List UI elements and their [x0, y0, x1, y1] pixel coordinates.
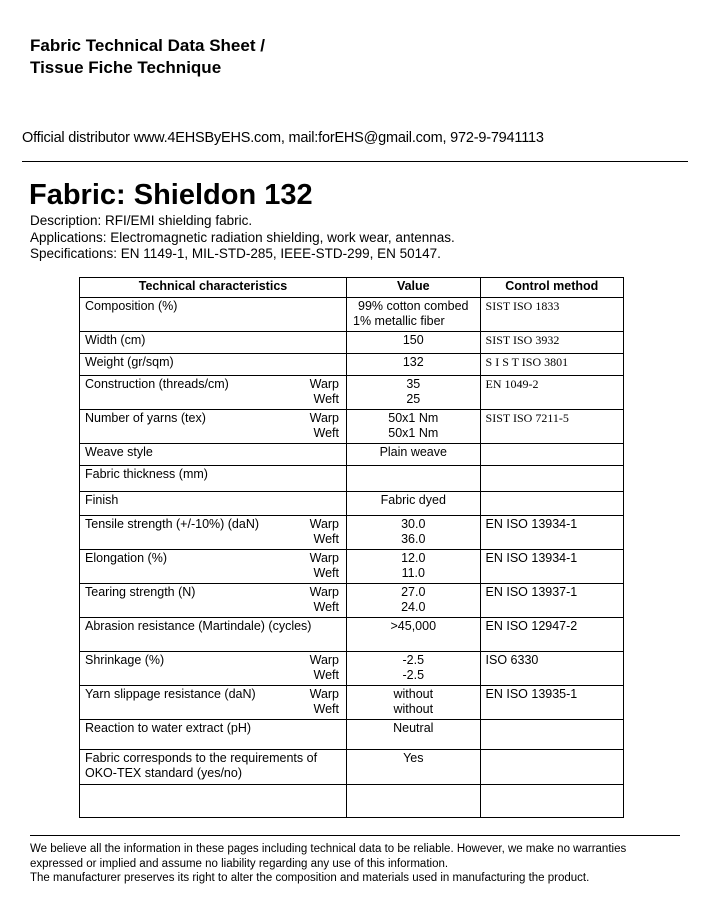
header-title-line2: Tissue Fiche Technique — [30, 58, 222, 77]
row-label: Finish — [80, 492, 347, 516]
row-value: >45,000 — [347, 618, 481, 652]
row-label: Number of yarns (tex) — [85, 411, 206, 425]
weft-value: 25 — [406, 392, 421, 406]
document-header — [30, 35, 265, 79]
row-label: Tearing strength (N) — [85, 585, 196, 599]
weft-label: Weft — [313, 426, 340, 440]
table-row — [80, 492, 624, 516]
empty-cell — [80, 785, 347, 818]
top-divider — [22, 161, 688, 162]
row-label-cell — [80, 584, 347, 618]
header-title-line1: Fabric Technical Data Sheet / — [30, 36, 265, 55]
row-label: Composition (%) — [80, 298, 347, 332]
row-value — [347, 410, 481, 444]
row-label-cell — [80, 550, 347, 584]
empty-cell — [347, 785, 481, 818]
weft-value: 50x1 Nm — [388, 426, 439, 440]
row-label-line1: Fabric corresponds to the requirements of — [85, 751, 318, 765]
weft-label: Weft — [313, 532, 340, 546]
row-value — [347, 686, 481, 720]
row-label-cell — [80, 652, 347, 686]
warp-value: 12.0 — [401, 551, 426, 565]
row-value: Neutral — [347, 720, 481, 750]
row-value — [347, 298, 481, 332]
warp-value: -2.5 — [402, 653, 425, 667]
row-value — [347, 466, 481, 492]
row-value — [347, 550, 481, 584]
row-label: Reaction to water extract (pH) — [80, 720, 347, 750]
disclaimer — [30, 842, 626, 886]
value-line: 1% metallic fiber — [353, 314, 445, 328]
warp-label: Warp — [309, 551, 340, 565]
warp-label: Warp — [309, 585, 340, 599]
value-line: 99% cotton combed — [358, 299, 469, 313]
table-row — [80, 720, 624, 750]
row-method — [480, 466, 623, 492]
row-value: 150 — [347, 332, 481, 354]
table-row — [80, 466, 624, 492]
row-value: 132 — [347, 354, 481, 376]
row-label-cell — [80, 376, 347, 410]
table-row — [80, 584, 624, 618]
fabric-description: Description: RFI/EMI shielding fabric. — [30, 213, 253, 228]
row-value — [347, 376, 481, 410]
table-row — [80, 444, 624, 466]
row-method: EN ISO 13934-1 — [480, 550, 623, 584]
weft-value: 11.0 — [401, 566, 425, 580]
table-row — [80, 332, 624, 354]
row-method: SIST ISO 7211-5 — [480, 410, 623, 444]
distributor-line: Official distributor www.4EHSByEHS.com, mail:forEHS@gmail.com, 972-9-7941113 — [22, 130, 544, 146]
row-value: Fabric dyed — [347, 492, 481, 516]
row-value — [347, 584, 481, 618]
table-row — [80, 618, 624, 652]
row-method — [480, 444, 623, 466]
weft-value: 24.0 — [401, 600, 426, 614]
technical-table — [79, 277, 624, 818]
weft-value: 36.0 — [401, 532, 426, 546]
table-row — [80, 550, 624, 584]
header-control-method: Control method — [480, 278, 623, 298]
table-row — [80, 652, 624, 686]
row-label: Weight (gr/sqm) — [80, 354, 347, 376]
row-label: Shrinkage (%) — [85, 653, 165, 667]
disclaimer-line3: The manufacturer preserves its right to alter the composition and materials used in manufacturing the product. — [30, 872, 590, 884]
table-row — [80, 686, 624, 720]
row-value — [347, 516, 481, 550]
fabric-title: Fabric: Shieldon 132 — [29, 179, 313, 211]
weft-label: Weft — [313, 600, 340, 614]
bottom-divider — [30, 835, 680, 836]
row-method: SIST ISO 1833 — [480, 298, 623, 332]
warp-value: 27.0 — [401, 585, 426, 599]
table-row — [80, 750, 624, 785]
warp-label: Warp — [309, 653, 340, 667]
row-method: EN ISO 12947-2 — [480, 618, 623, 652]
fabric-specifications: Specifications: EN 1149-1, MIL-STD-285, IEEE-STD-299, EN 50147. — [30, 246, 441, 261]
row-label: Width (cm) — [80, 332, 347, 354]
table-row — [80, 410, 624, 444]
fabric-summary — [30, 213, 455, 263]
row-method: EN ISO 13935-1 — [480, 686, 623, 720]
weft-label: Weft — [313, 566, 340, 580]
header-value: Value — [347, 278, 481, 298]
row-method: ISO 6330 — [480, 652, 623, 686]
row-method: EN 1049-2 — [480, 376, 623, 410]
row-method: EN ISO 13934-1 — [480, 516, 623, 550]
weft-label: Weft — [313, 668, 340, 682]
warp-value: 35 — [406, 377, 421, 391]
table-header-row — [80, 278, 624, 298]
table-row — [80, 516, 624, 550]
row-label: Abrasion resistance (Martindale) (cycles) — [80, 618, 347, 652]
warp-label: Warp — [309, 517, 340, 531]
row-label-cell — [80, 516, 347, 550]
weft-value: -2.5 — [402, 668, 425, 682]
row-label: Elongation (%) — [85, 551, 167, 565]
warp-value: 30.0 — [401, 517, 426, 531]
row-value — [347, 652, 481, 686]
warp-label: Warp — [309, 377, 340, 391]
weft-value: without — [393, 702, 434, 716]
row-method — [480, 720, 623, 750]
row-method: S I S T ISO 3801 — [480, 354, 623, 376]
row-label: Construction (threads/cm) — [85, 377, 229, 391]
warp-label: Warp — [309, 687, 340, 701]
warp-value: 50x1 Nm — [388, 411, 439, 425]
row-label-line2: OKO-TEX standard (yes/no) — [85, 766, 243, 780]
row-label: Yarn slippage resistance (daN) — [85, 687, 256, 701]
row-method: EN ISO 13937-1 — [480, 584, 623, 618]
warp-value: without — [393, 687, 434, 701]
disclaimer-line2: expressed or implied and assume no liability regarding any use of this information. — [30, 857, 449, 870]
empty-cell — [480, 785, 623, 818]
row-value: Plain weave — [347, 444, 481, 466]
row-method — [480, 750, 623, 785]
header-technical-characteristics: Technical characteristics — [80, 278, 347, 298]
row-label-cell — [80, 750, 347, 785]
table-row — [80, 354, 624, 376]
row-value: Yes — [347, 750, 481, 785]
warp-label: Warp — [309, 411, 340, 425]
row-method: SIST ISO 3932 — [480, 332, 623, 354]
table-row — [80, 298, 624, 332]
table-row-empty — [80, 785, 624, 818]
row-label-cell — [80, 686, 347, 720]
disclaimer-line1: We believe all the information in these pages including technical data to be reliable. However, we make no warranties — [30, 843, 627, 855]
row-label: Weave style — [80, 444, 347, 466]
row-label-cell — [80, 410, 347, 444]
weft-label: Weft — [313, 392, 340, 406]
row-label: Tensile strength (+/-10%) (daN) — [85, 517, 260, 531]
row-label: Fabric thickness (mm) — [80, 466, 347, 492]
fabric-applications: Applications: Electromagnetic radiation shielding, work wear, antennas. — [30, 229, 455, 245]
row-method — [480, 492, 623, 516]
table-row — [80, 376, 624, 410]
weft-label: Weft — [313, 702, 340, 716]
